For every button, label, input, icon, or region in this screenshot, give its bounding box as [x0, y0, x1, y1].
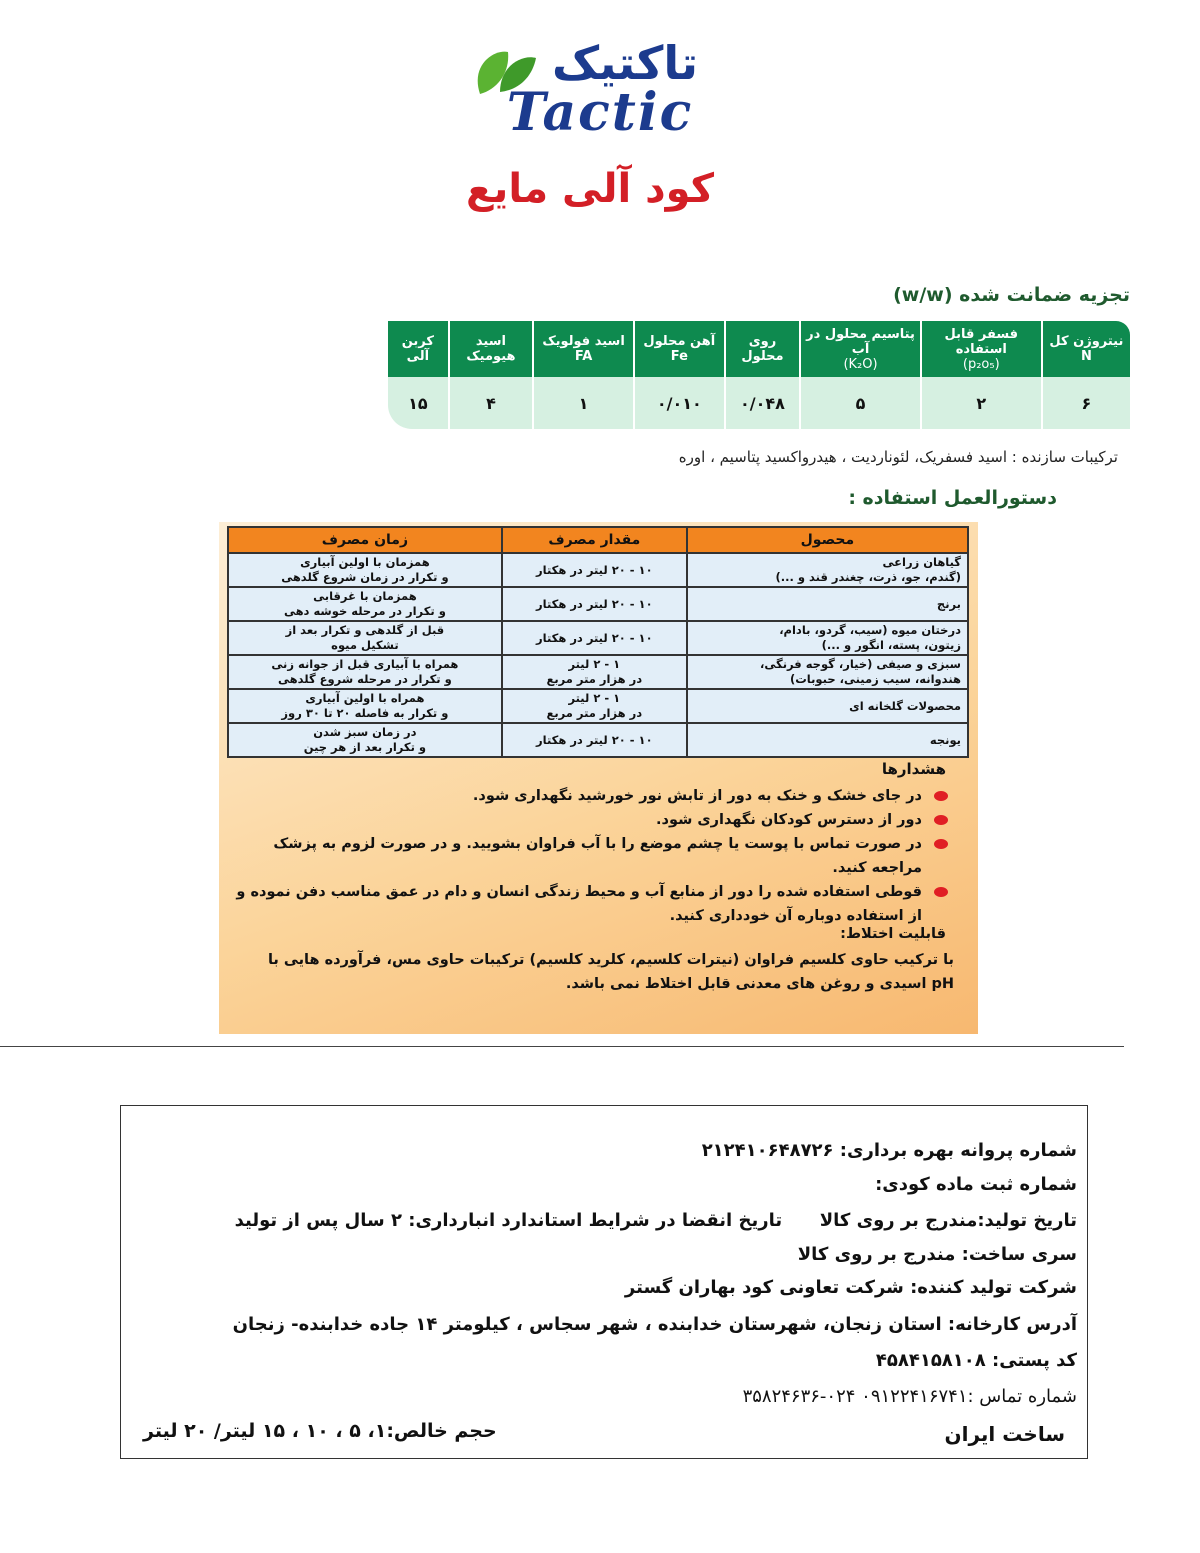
- list-item: دور از دسترس کودکان نگهداری شود.: [230, 808, 950, 832]
- warnings-heading: هشدارها: [881, 760, 946, 778]
- usage-product: محصولات گلخانه ای: [687, 689, 968, 723]
- analysis-col-potassium: پتاسیم محلول در آب (K₂O): [799, 321, 920, 377]
- analysis-col-humic: اسید هیومیک: [448, 321, 533, 377]
- analysis-col-carbon: کربن آلی: [388, 321, 448, 377]
- production-date: تاریخ تولید:مندرج بر روی کالا تاریخ انقضا در شرایط استاندارد انبارداری: ۲ سال پس از تولید: [234, 1210, 1077, 1231]
- mixing-heading: قابلیت اختلاط:: [840, 926, 946, 942]
- batch-number: سری ساخت: مندرج بر روی کالا: [797, 1244, 1077, 1265]
- analysis-col-phosphorus: فسفر قابل استفاده (p₂o₅): [920, 321, 1041, 377]
- analysis-value: ۱۵: [388, 377, 448, 429]
- analysis-value: ۶: [1041, 377, 1130, 429]
- brand-logo: [470, 36, 720, 143]
- analysis-value: ۴: [448, 377, 533, 429]
- divider: [0, 1046, 1124, 1047]
- label-panel: [219, 522, 978, 1034]
- analysis-value: ۱: [532, 377, 633, 429]
- product-info-box: [120, 1105, 1088, 1459]
- manufacturer: شرکت تولید کننده: شرکت تعاونی کود بهاران گستر: [624, 1277, 1077, 1298]
- analysis-heading: تجزیه ضمانت شده (w/w): [893, 284, 1130, 306]
- usage-product: برنج: [687, 587, 968, 621]
- usage-heading: دستورالعمل استفاده :: [848, 487, 1057, 509]
- usage-time: همراه با اولین آبیاری و تکرار به فاصله ۲۰ تا ۳۰ روز: [228, 689, 502, 723]
- made-in: ساخت ایران: [944, 1422, 1065, 1446]
- list-item: در جای خشک و خنک به دور از تابش نور خورشید نگهداری شود.: [230, 784, 950, 808]
- usage-product: گیاهان زراعی (گندم، جو، ذرت، چغندر قند و ...): [687, 553, 968, 587]
- usage-product: درختان میوه (سیب، گردو، بادام، زیتون، پسته، انگور و ...): [687, 621, 968, 655]
- usage-header-row: [228, 527, 968, 553]
- postal-code: کد پستی: ۴۵۸۴۱۵۸۱۰۸: [875, 1350, 1077, 1371]
- usage-amount: ۱۰ - ۲۰ لیتر در هکتار: [502, 621, 687, 655]
- usage-amount: ۱ - ۲ لیتر در هزار متر مربع: [502, 689, 687, 723]
- net-volume: حجم خالص:۱، ۵ ، ۱۰ ، ۱۵ لیتر/ ۲۰ لیتر: [143, 1420, 497, 1442]
- usage-header-time: زمان مصرف: [228, 527, 502, 553]
- usage-header-product: محصول: [687, 527, 968, 553]
- analysis-col-fulvic: اسید فولویک FA: [532, 321, 633, 377]
- table-row: [228, 655, 968, 689]
- analysis-col-zinc: روی محلول: [724, 321, 800, 377]
- usage-time: قبل از گلدهی و تکرار بعد از تشکیل میوه: [228, 621, 502, 655]
- table-row: [228, 553, 968, 587]
- list-item: در صورت تماس با پوست یا چشم موضع را با آب فراوان بشویید. و در صورت لزوم به پزشک مراجعه کنید.: [230, 832, 950, 880]
- usage-table: [227, 526, 969, 758]
- usage-time: در زمان سبز شدن و تکرار بعد از هر چین: [228, 723, 502, 757]
- phone-number: شماره تماس :۰۹۱۲۲۴۱۶۷۴۱ ۰۲۴-۳۵۸۲۴۶۳۶: [742, 1386, 1077, 1407]
- warnings-list: [230, 784, 950, 928]
- bullet-icon: [934, 839, 948, 849]
- table-row: [228, 587, 968, 621]
- analysis-value: ۰/۰۱۰: [633, 377, 724, 429]
- composition-text: ترکیبات سازنده : اسید فسفریک، لئوناردیت ، هیدرواکسید پتاسیم ، اوره: [678, 448, 1118, 466]
- usage-time: همراه با آبیاری قبل از جوانه زنی و تکرار در مرحله شروع گلدهی: [228, 655, 502, 689]
- table-row: [228, 723, 968, 757]
- usage-product: یونجه: [687, 723, 968, 757]
- mixing-text: با ترکیب حاوی کلسیم فراوان (نیترات کلسیم، کلرید کلسیم) ترکیبات حاوی مس، فرآورده هایی با pH اسیدی و روغن های معدنی قابل اختلاط نمی باشد.: [267, 952, 954, 992]
- table-row: [228, 621, 968, 655]
- usage-amount: ۱ - ۲ لیتر در هزار متر مربع: [502, 655, 687, 689]
- bullet-icon: [934, 887, 948, 897]
- analysis-value: ۲: [920, 377, 1041, 429]
- usage-time: همزمان با اولین آبیاری و تکرار در زمان شروع گلدهی: [228, 553, 502, 587]
- analysis-col-nitrogen: نیتروژن کل N: [1041, 321, 1130, 377]
- analysis-value: ۵: [799, 377, 920, 429]
- usage-header-amount: مقدار مصرف: [502, 527, 687, 553]
- factory-address: آدرس کارخانه: استان زنجان، شهرستان خدابنده ، شهر سجاس ، کیلومتر ۱۴ جاده خدابنده- زنجان: [232, 1314, 1077, 1335]
- logo-text-en: Tactic: [506, 82, 694, 143]
- analysis-value: ۰/۰۴۸: [724, 377, 800, 429]
- registration-number: شماره ثبت ماده کودی:: [875, 1174, 1077, 1195]
- product-title: کود آلی مایع: [465, 166, 715, 212]
- expiry-date: تاریخ انقضا در شرایط استاندارد انبارداری: ۲ سال پس از تولید: [234, 1210, 783, 1231]
- analysis-col-iron: آهن محلول Fe: [633, 321, 724, 377]
- bullet-icon: [934, 791, 948, 801]
- license-number: شماره پروانه بهره برداری: ۲۱۲۴۱۰۶۴۸۷۲۶: [701, 1140, 1077, 1161]
- table-row: [228, 689, 968, 723]
- logo-text-fa: تاکتیک: [552, 36, 698, 90]
- usage-product: سبزی و صیفی (خیار، گوجه فرنگی، هندوانه، سیب زمینی، حبوبات): [687, 655, 968, 689]
- analysis-value-row: [388, 377, 1130, 429]
- usage-amount: ۱۰ - ۲۰ لیتر در هکتار: [502, 553, 687, 587]
- analysis-table: [388, 321, 1130, 429]
- bullet-icon: [934, 815, 948, 825]
- usage-time: همزمان با غرقابی و تکرار در مرحله خوشه دهی: [228, 587, 502, 621]
- usage-amount: ۱۰ - ۲۰ لیتر در هکتار: [502, 723, 687, 757]
- list-item: قوطی استفاده شده را دور از منابع آب و محیط زندگی انسان و دام در عمق مناسب دفن نموده و از استفاده دوباره آن خودداری کنید.: [230, 880, 950, 928]
- analysis-header-row: [388, 321, 1130, 377]
- usage-amount: ۱۰ - ۲۰ لیتر در هکتار: [502, 587, 687, 621]
